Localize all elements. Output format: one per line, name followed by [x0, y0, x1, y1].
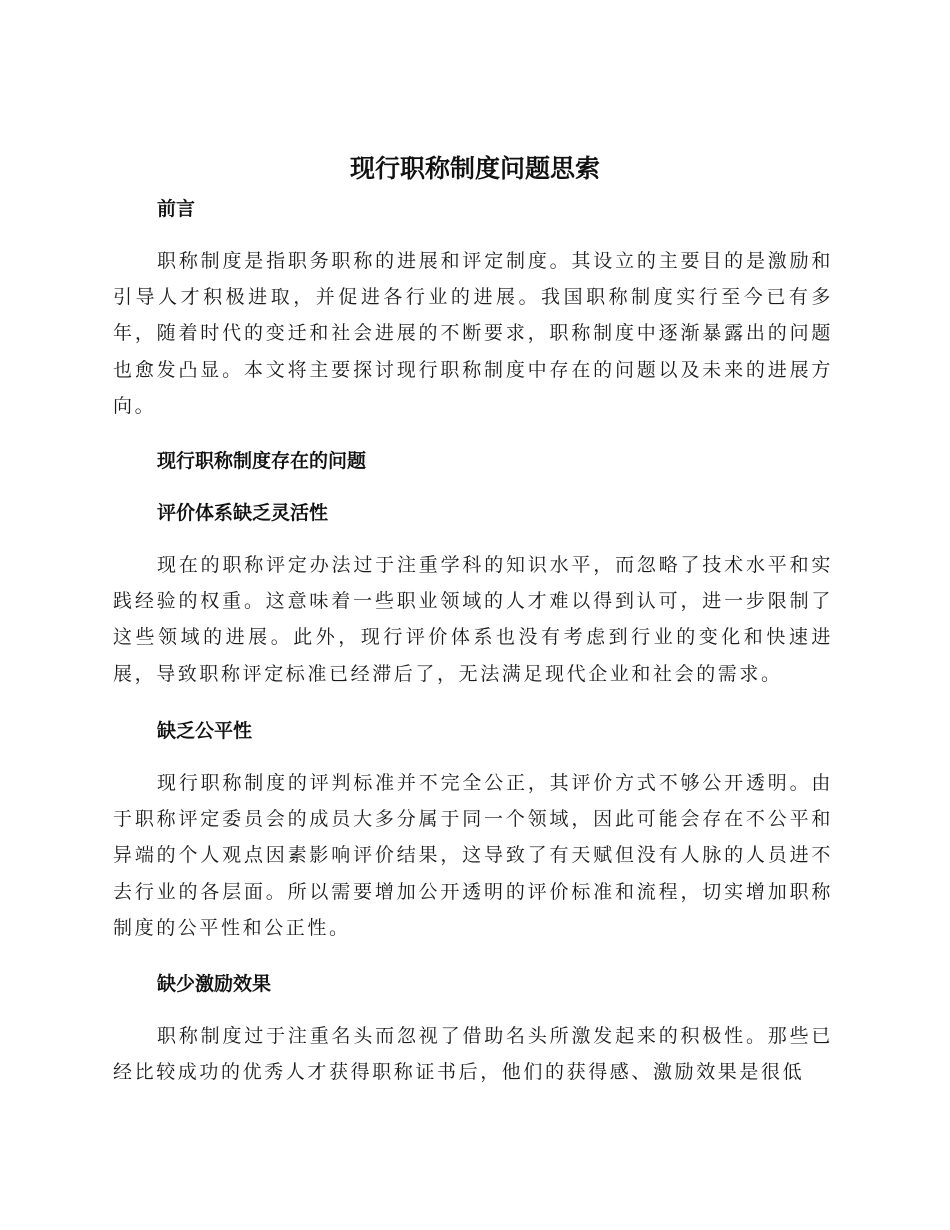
paragraph-lack-of-incentive: 职称制度过于注重名头而忽视了借助名头所激发起来的积极性。那些已经比较成功的优秀人才获得职称证书后，他们的获得感、激励效果是很低: [113, 1025, 833, 1084]
paragraph-inflexible-evaluation: 现在的职称评定办法过于注重学科的知识水平，而忽略了技术水平和实践经验的权重。这意味着一些职业领域的人才难以得到认可，进一步限制了这些领域的进展。此外，现行评价体系也没有考虑到行业的变化和快速进展，导致职称评定标准已经滞后了，无法满足现代企业和社会的需求。: [113, 554, 833, 685]
document-title: 现行职称制度问题思索: [349, 154, 600, 183]
section-heading-problems: 现行职称制度存在的问题: [157, 450, 367, 472]
section-heading-lack-of-fairness: 缺乏公平性: [157, 720, 253, 742]
paragraph-preface: 职称制度是指职务职称的进展和评定制度。其设立的主要目的是激励和引导人才积极进取，并促进各行业的进展。我国职称制度实行至今已有多年，随着时代的变迁和社会进展的不断要求，职称制度中逐渐暴露出的问题也愈发凸显。本文将主要探讨现行职称制度中存在的问题以及未来的进展方向。: [113, 250, 833, 417]
paragraph-lack-of-fairness: 现行职称制度的评判标准并不完全公正，其评价方式不够公开透明。由于职称评定委员会的成员大多分属于同一个领域，因此可能会存在不公平和异端的个人观点因素影响评价结果，这导致了有天赋但没有人脉的人员进不去行业的各层面。所以需要增加公开透明的评价标准和流程，切实增加职称制度的公平性和公正性。: [113, 772, 833, 939]
section-heading-inflexible-evaluation: 评价体系缺乏灵活性: [157, 502, 329, 524]
section-heading-preface: 前言: [157, 198, 196, 220]
section-heading-lack-of-incentive: 缺少激励效果: [157, 973, 272, 995]
